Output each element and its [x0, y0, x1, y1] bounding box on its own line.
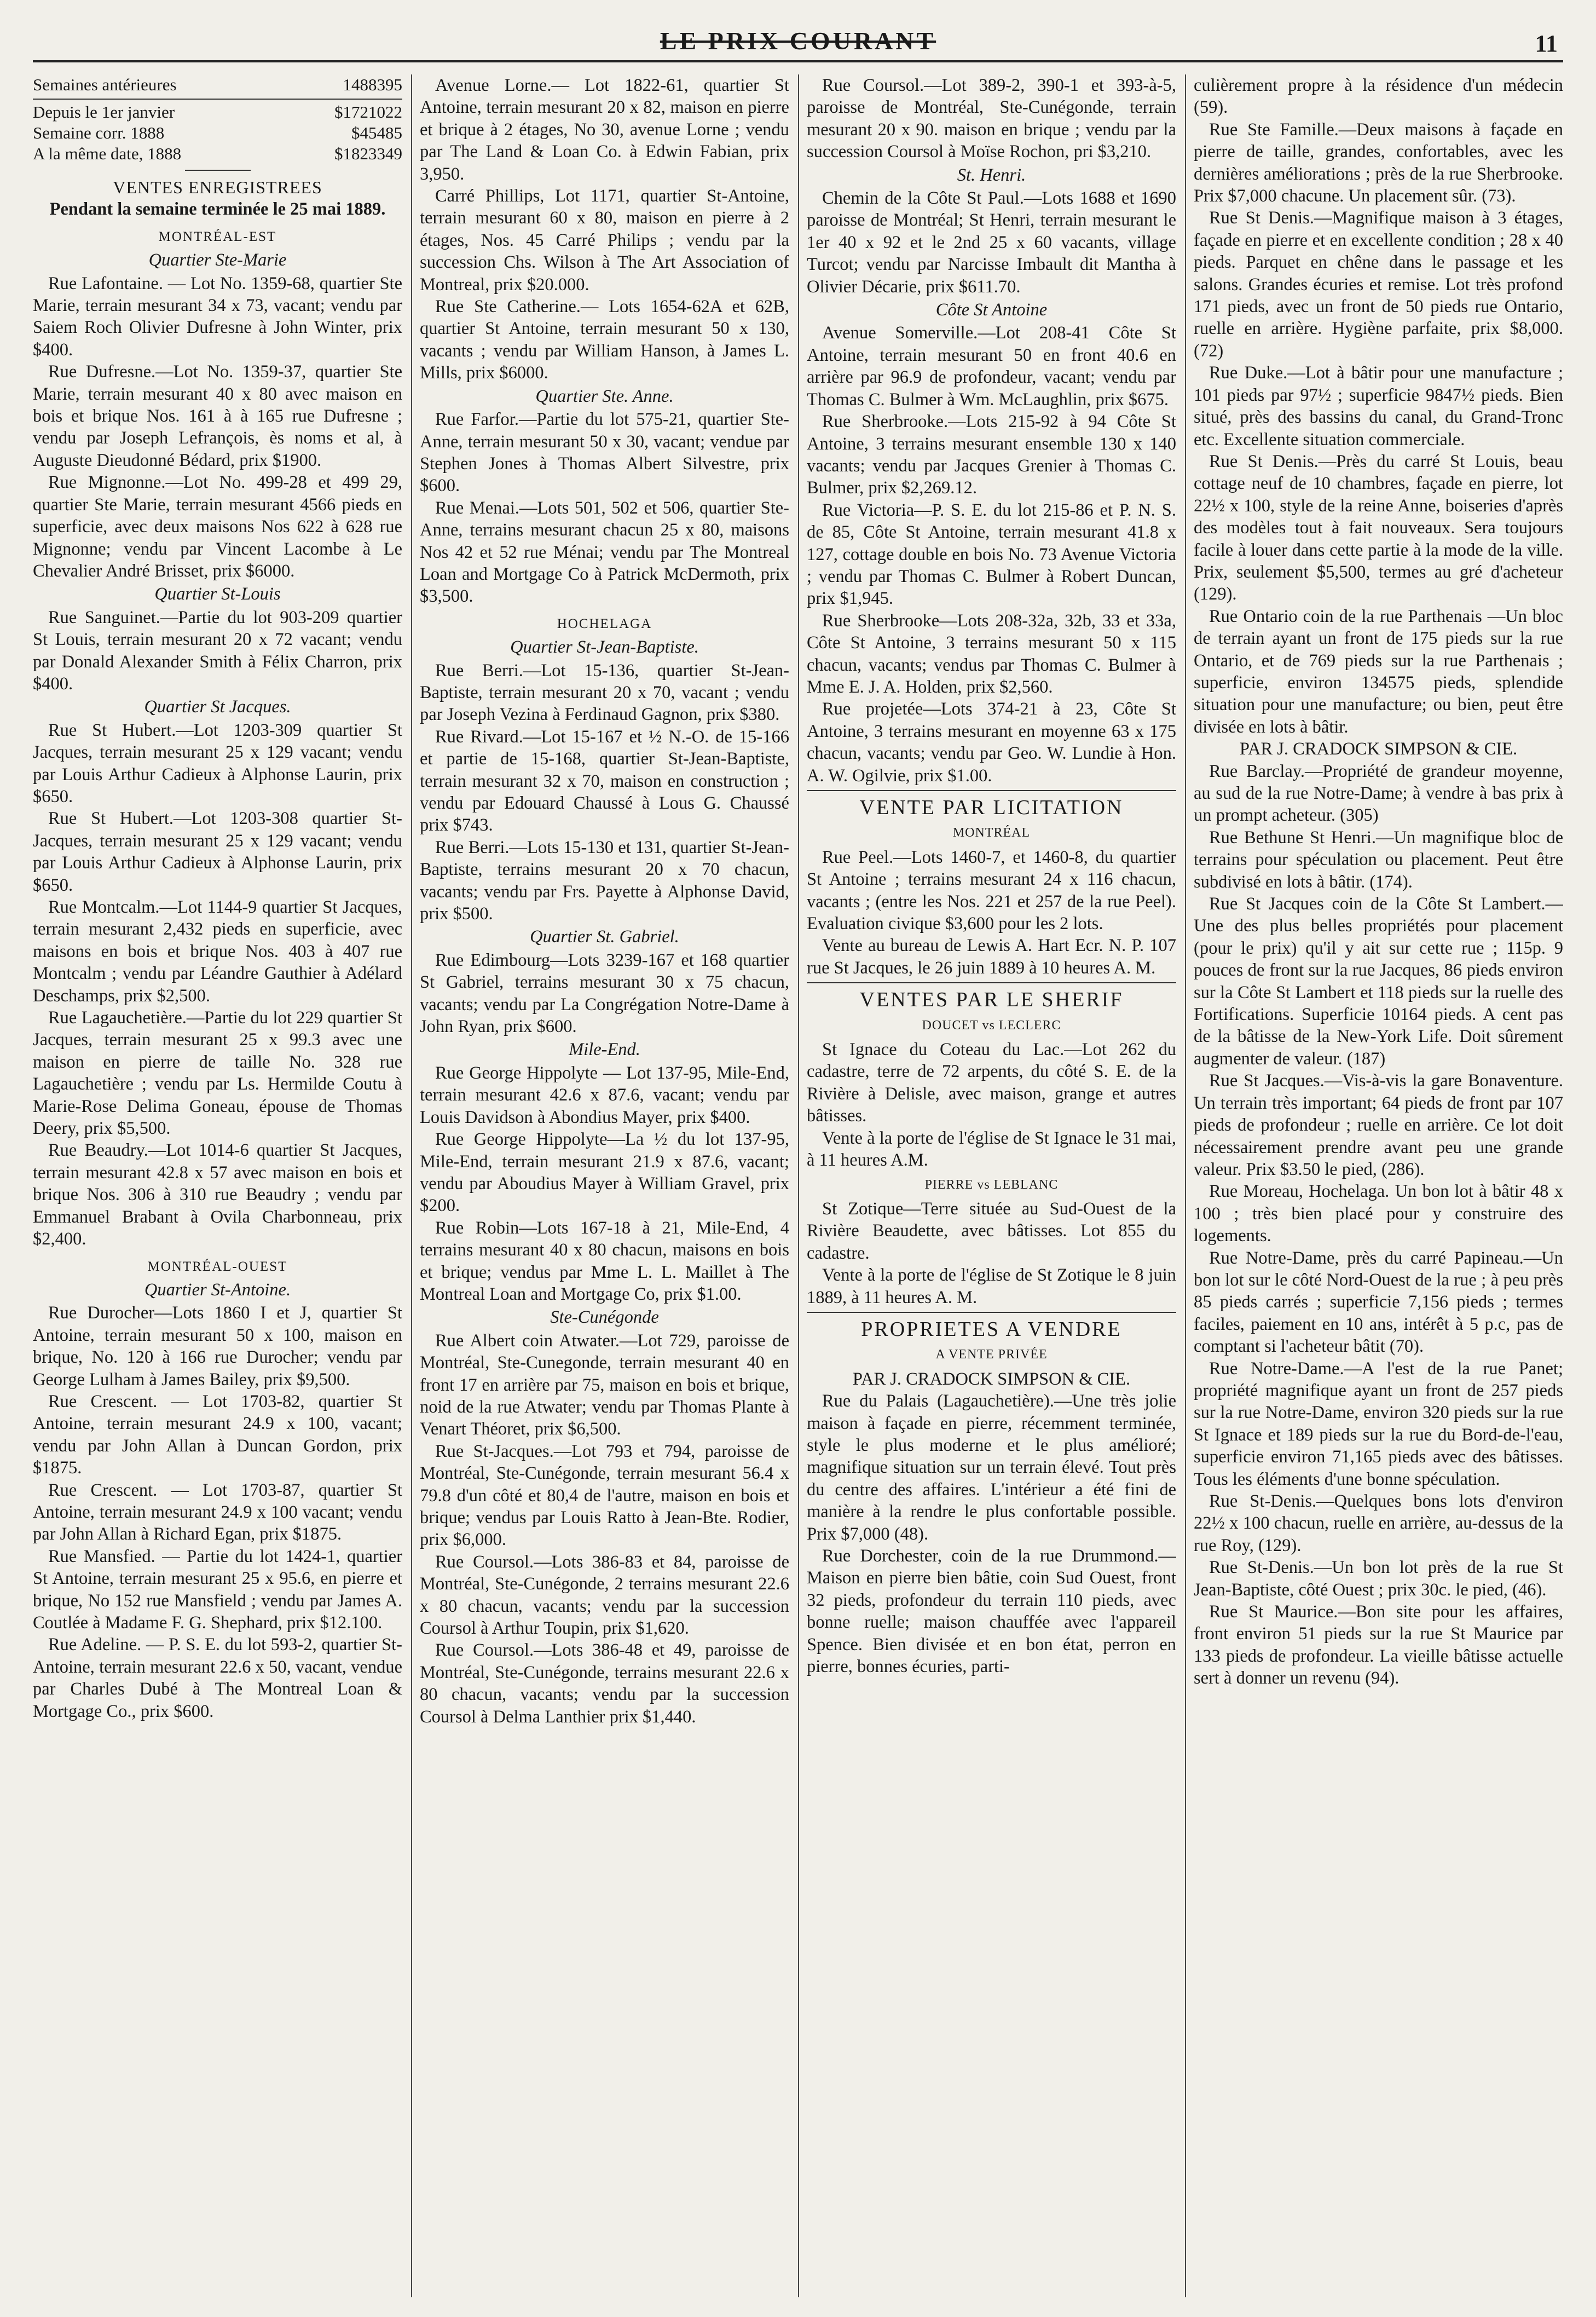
sale-entry: Rue Menai.—Lots 501, 502 et 506, quartier Ste-Anne, terrains mesurant chacun 25 x 80, maisons Nos 42 et 52 rue Ménai; vendu par The Montreal Loan and Mortgage Co à Patrick McDermoth, prix $3,500. [420, 498, 789, 607]
column-2 [420, 74, 789, 2297]
region-heading: MONTRÉAL-OUEST [147, 1259, 288, 1274]
sale-entry: Vente à la porte de l'église de St Zotique le 8 juin 1889, à 11 heures A. M. [807, 1265, 1176, 1307]
district-heading: Quartier Ste. Anne. [535, 386, 674, 406]
divider [807, 982, 1176, 983]
stat-row [33, 74, 402, 95]
stat-value: $45485 [351, 123, 402, 142]
agent-name: PAR J. CRADOCK SIMPSON & CIE. [852, 1369, 1131, 1389]
sale-entry: Rue Adeline. — P. S. E. du lot 593-2, quartier St-Antoine, terrain mesurant 22.6 x 50, vacant, vendue par Charles Dubé à The Montreal Loan & Mortgage Co., prix $600. [33, 1635, 402, 1721]
sale-entry: Rue Mansfied. — Partie du lot 1424-1, quartier St Antoine, terrain mesurant 25 x 95.6, en pierre et brique, No 152 rue Mansfield ; vendu par James A. Coutlée à Madame F. G. Shephard, prix $12.100. [33, 1546, 402, 1633]
sale-entry: Rue Lafontaine. — Lot No. 1359-68, quartier Ste Marie, terrain mesurant 34 x 73, vacant; vendu par Saiem Roch Olivier Dufresne à John Winter, prix $400. [33, 273, 402, 360]
sale-entry: Rue Coursol.—Lots 386-48 et 49, paroisse de Montréal, Ste-Cunégonde, terrains mesurant 22.6 x 80 chacun, vacants; vendu par la succession Coursol à Delma Lanthier prix $1,440. [420, 1640, 789, 1727]
district-heading: Quartier St Jacques. [144, 697, 291, 717]
sale-entry: Rue St-Jacques.—Lot 793 et 794, paroisse de Montréal, Ste-Cunégonde, terrain mesurant 56.4 x 79.8 d'un côté et 80,4 de l'autre, maison en bois et brique; vendus par Louis Ratto à Jean-Bte. Rodier, prix $6,000. [420, 1441, 789, 1550]
sale-entry: Rue Edimbourg—Lots 3239-167 et 168 quartier St Gabriel, terrains mesurant 30 x 75 chacun, vacants; vendu par La Congrégation Notre-Dame à John Ryan, prix $600. [420, 950, 789, 1037]
district-heading: Quartier Ste-Marie [148, 250, 287, 270]
sale-entry: St Zotique—Terre située au Sud-Ouest de la Rivière Beaudette, avec bâtisses. Lot 855 du cadastre. [807, 1198, 1176, 1263]
column-rule [798, 74, 799, 2297]
sale-entry: Rue Montcalm.—Lot 1144-9 quartier St Jacques, terrain mesurant 2,432 pieds en superficie, avec maisons en bois et brique Nos. 403 à 407 rue Montcalm ; vendu par Léandre Gauthier à Adélard Deschamps, prix $2,500. [33, 897, 402, 1006]
page-number: 11 [1535, 30, 1558, 57]
licitation-city: MONTRÉAL [952, 826, 1031, 840]
district-heading: Quartier St-Jean-Baptiste. [510, 637, 699, 658]
sale-entry: Rue Victoria—P. S. E. du lot 215-86 et P. N. S. de 85, Côte St Antoine, terrain mesurant 41.8 x 127, cottage double en bois No. 73 Avenue Victoria ; vendu par Thomas C. Bulmer à Robert Duncan, prix $1,945. [807, 500, 1176, 609]
sale-entry: Chemin de la Côte St Paul.—Lots 1688 et 1690 paroisse de Montréal; St Henri, terrain mesurant le 1er 40 x 92 et le 2nd 25 x 60 vacants, village Turcot; vendu par Narcisse Imbault dit Mantha à Olivier Décarie, prix $611.70. [807, 188, 1176, 297]
case-title: PIERRE vs LEBLANC [924, 1177, 1059, 1192]
district-heading: St. Henri. [957, 165, 1026, 185]
sale-entry: Rue George Hippolyte — Lot 137-95, Mile-End, terrain mesurant 42.6 x 87.6, vacant; vendu par Louis Davidson à Abondius Mayer, prix $400. [420, 1063, 789, 1127]
column-rule [1185, 74, 1186, 2297]
property-entry: culièrement propre à la résidence d'un médecin (59). [1194, 76, 1563, 118]
property-entry: Rue Moreau, Hochelaga. Un bon lot à bâtir 48 x 100 ; très bien placé pour y construire des logements. [1194, 1181, 1563, 1246]
sale-entry: Vente au bureau de Lewis A. Hart Ecr. N. P. 107 rue St Jacques, le 26 juin 1889 à 10 heures A. M. [807, 936, 1176, 978]
sale-entry: Avenue Somerville.—Lot 208-41 Côte St Antoine, terrain mesurant 50 en front 40.6 en arrière par 96.9 de profondeur, vacant; vendu par Thomas C. Bulmer à Wm. McLaughlin, prix $675. [807, 323, 1176, 410]
sale-entry: Rue George Hippolyte—La ½ du lot 137-95, Mile-End, terrain mesurant 21.9 x 87.6, vacant; vendu par Aboudius Mayer à William Gravel, prix $200. [420, 1129, 789, 1216]
sale-entry: Rue Dufresne.—Lot No. 1359-37, quartier Ste Marie, terrain mesurant 40 x 80 avec maison en bois et brique Nos. 161 à à 165 rue Dufresne ; vendu par Joseph Lefrançois, ès noms et al, à Auguste Dieudonné Bédard, prix $1900. [33, 362, 402, 470]
property-entry: Rue du Palais (Lagauchetière).—Une très jolie maison à façade en pierre, récemment terminée, style le plus moderne et le plus amélioré; magnifique situation sur un terrain élevé. Tout près du centre des affaires. L'intérieur a été fini de manière à la rendre le plus confortable possible. Prix $7,000 (48). [807, 1391, 1176, 1544]
stat-label: A la même date, 1888 [33, 144, 182, 163]
region-heading: MONTRÉAL-EST [158, 229, 277, 244]
sale-entry: Rue Sherbrooke—Lots 208-32a, 32b, 33 et 33a, Côte St Antoine, 3 terrains mesurant 50 x 115 chacun, vacants; vendus par Thomas C. Bulmer à Mme E. J. A. Holden, prix $2,560. [807, 610, 1176, 697]
sale-entry: Rue Coursol.—Lots 386-83 et 84, paroisse de Montréal, Ste-Cunégonde, 2 terrains mesurant 22.6 x 80 chacun, vacants; vendu par la succession Coursol à Arthur Toupin, prix $1,620. [420, 1552, 789, 1639]
district-heading: Ste-Cunégonde [550, 1307, 659, 1328]
property-entry: Rue Ste Famille.—Deux maisons à façade en pierre de taille, grandes, confortables, avec les dernières améliorations ; près de la rue Sherbrooke. Prix $7,000 chacune. Un placement sûr. (73). [1194, 119, 1563, 206]
sale-entry: Avenue Lorne.— Lot 1822-61, quartier St Antoine, terrain mesurant 20 x 82, maison en pierre et brique à 2 étages, No 30, avenue Lorne ; vendu par The Land & Loan Co. à Edwin Fabian, prix 3,950. [420, 76, 789, 184]
district-heading: Quartier St-Louis [154, 584, 281, 604]
stat-row [33, 123, 402, 143]
properties-subheading: A VENTE PRIVÉE [935, 1347, 1048, 1362]
property-entry: Rue Notre-Dame.—A l'est de la rue Panet; propriété magnifique ayant un front de 257 pieds sur la rue Notre-Dame, environ 320 pieds sur la rue St Ignace et 189 pieds sur la rue du Bord-de-l'eau, superficie environ 71,165 pieds avec des bâtisses. Tous les éléments d'une bonne spéculation. [1194, 1358, 1563, 1489]
property-entry: Rue St-Denis.—Quelques bons lots d'environ 22½ x 100 chacun, ruelle en arrière, au-dessus de la rue Roy, (129). [1194, 1491, 1563, 1555]
property-entry: Rue Duke.—Lot à bâtir pour une manufacture ; 101 pieds par 97½ ; superficie 9847½ pieds. Bien situé, près des bassins du canal, du Grand-Tronc etc. Excellente situation commerciale. [1194, 363, 1563, 449]
stat-value: $1823349 [334, 144, 402, 163]
sale-entry: Rue Crescent. — Lot 1703-82, quartier St Antoine, terrain mesurant 24.9 x 100, vacant; vendu par John Allan à Duncan Gordon, prix $1875. [33, 1391, 402, 1478]
property-entry: Rue St Denis.—Magnifique maison à 3 étages, façade en pierre et en excellente condition ; 28 x 40 pieds. Parquet en chêne dans le passage et les salons. Grandes écuries et remise. Lot très profond 171 pieds, avec un front de 50 pieds rue Ontario, ruelle en arrière. Hygiène parfaite, prix $8,000. (72) [1194, 208, 1563, 361]
column-1 [33, 74, 402, 2297]
sale-entry: Rue projetée—Lots 374-21 à 23, Côte St Antoine, 3 terrains mesurant en moyenne 63 x 175 chacun, vacants; vendu par Geo. W. Lundie à Hon. A. W. Ogilvie, prix $1.00. [807, 699, 1176, 786]
sale-entry: Rue Robin—Lots 167-18 à 21, Mile-End, 4 terrains mesurant 40 x 80 chacun, maisons en bois et brique; vendus par Mme L. L. Maillet à The Montreal Loan and Mortgage Co, prix $1.00. [420, 1218, 789, 1304]
sale-entry: Rue Albert coin Atwater.—Lot 729, paroisse de Montréal, Ste-Cunegonde, terrain mesurant 40 en front 17 en arrière par 75, maison en bois et brique, noid de la rue Atwater; vendu par Thomas Plante à Venart Théoret, prix $6,500. [420, 1330, 789, 1439]
column-rule [411, 74, 412, 2297]
property-entry: Rue St-Denis.—Un bon lot près de la rue St Jean-Baptiste, côté Ouest ; prix 30c. le pied, (46). [1194, 1558, 1563, 1600]
sale-entry: Rue St Hubert.—Lot 1203-309 quartier St Jacques, terrain mesurant 25 x 129 vacant; vendu par Louis Arthur Cadieux à Alphonse Laurin, prix $650. [33, 720, 402, 806]
district-heading: Quartier St. Gabriel. [530, 927, 679, 947]
property-entry: Rue Ontario coin de la rue Parthenais —Un bloc de terrain ayant un front de 175 pieds sur la rue Ontario, et de 769 pieds sur la rue Parthenais ; superficie, environ 134575 pieds, splendide situation pour une manufacture; ou bien, peut être divisée en lots à bâtir. [1194, 606, 1563, 737]
property-entry: Rue St Jacques.—Vis-à-vis la gare Bonaventure. Un terrain très important; 64 pieds de front par 107 pieds de profondeur ; ruelle en arrière. Ce lot doit nécessairement prendre avant peu une grande valeur. Prix $3.50 le pied, (286). [1194, 1071, 1563, 1179]
property-entry: Rue St Maurice.—Bon site pour les affaires, front environ 51 pieds sur la rue St Maurice par 133 pieds de profondeur. La vieille bâtisse actuelle sert à donner un revenu (94). [1194, 1602, 1563, 1688]
column-3 [807, 74, 1176, 2297]
sale-entry: Rue Sherbrooke.—Lots 215-92 à 94 Côte St Antoine, 3 terrains mesurant ensemble 130 x 140 vacants; vendu par Jacques Grenier à Thomas C. Bulmer, prix $2,269.12. [807, 412, 1176, 498]
sale-entry: Vente à la porte de l'église de St Ignace le 31 mai, à 11 heures A.M. [807, 1128, 1176, 1171]
property-entry: Rue St Jacques coin de la Côte St Lambert.—Une des plus belles propriétés pour placement (pour le prix) qu'il y ait sur cette rue ; 115p. 9 pouces de front sur la rue Jacques, 86 pieds environ sur la Côte St Lambert et 118 pieds sur la ruelle des Fortifications. Superficie 10164 pieds. A cent pas de la bâtisse de la New-York Life. Doit sûrement augmenter de valeur. (187) [1194, 894, 1563, 1069]
sale-entry: Rue St Hubert.—Lot 1203-308 quartier St-Jacques, terrain mesurant 25 x 129 vacant; vendu par Louis Arthur Cadieux à Alphonse Laurin, prix $650. [33, 809, 402, 895]
sale-entry: Rue Berri.—Lot 15-136, quartier St-Jean-Baptiste, terrain mesurant 20 x 70, vacant ; vendu par Joseph Vezina à Ferdinaud Gagnon, prix $380. [420, 660, 789, 725]
column-4 [1194, 74, 1563, 2297]
sale-entry: Carré Phillips, Lot 1171, quartier St-Antoine, terrain mesurant 60 x 80, maison en pierre à 2 étages, Nos. 45 Carré Philips ; vendu par la succession Chs. Wilson à The Art Association of Montreal, prix $20.000. [420, 186, 789, 295]
property-entry: Rue Notre-Dame, près du carré Papineau.—Un bon lot sur le côté Nord-Ouest de la rue ; à peu près 85 pieds carrés ; superficie 7,156 pieds ; termes faciles, paiement en 10 ans, intérêt à 5 p.c, pas de comptant si l'acheteur bâtit (70). [1194, 1248, 1563, 1357]
property-entry: Rue Barclay.—Propriété de grandeur moyenne, au sud de la rue Notre-Dame; à vendre à bas prix à un prompt acheteur. (305) [1194, 761, 1563, 826]
property-entry: Rue Dorchester, coin de la rue Drummond.—Maison en pierre bien bâtie, coin Sud Ouest, front 32 pieds, profondeur du terrain 110 pieds, avec bonne ruelle; maison chauffée avec l'appareil Spence. Bien divisée et en bon état, perron en pierre, bonnes écuries, parti- [807, 1546, 1176, 1677]
stat-value: 1488395 [343, 75, 402, 94]
divider [807, 790, 1176, 791]
district-heading: Quartier St-Antoine. [144, 1279, 291, 1300]
stat-row [33, 102, 402, 123]
district-heading: Mile-End. [569, 1040, 640, 1060]
stat-label: Semaines antérieures [33, 75, 177, 94]
divider [185, 170, 251, 171]
sheriff-heading: VENTES PAR LE SHERIF [859, 988, 1124, 1012]
sale-entry: Rue Beaudry.—Lot 1014-6 quartier St Jacques, terrain mesurant 42.8 x 57 avec maison en bois et brique Nos. 306 à 310 rue Beaudry ; vendu par Emmanuel Brabant à Ovila Charbonneau, prix $2,400. [33, 1140, 402, 1249]
section-period: Pendant la semaine terminée le 25 mai 1889. [49, 199, 386, 220]
licitation-heading: VENTE PAR LICITATION [859, 796, 1124, 819]
sale-entry: Rue Mignonne.—Lot No. 499-28 et 499 29, quartier Ste Marie, terrain mesurant 4566 pieds en superficie, avec deux maisons Nos 622 à 628 rue Mignonne; vendu par Vincent Lacombe à Le Chevalier André Brisset, prix $6000. [33, 472, 402, 581]
sale-entry: Rue Sanguinet.—Partie du lot 903-209 quartier St Louis, terrain mesurant 20 x 72 vacant; vendu par Donald Alexander Smith à Félix Charron, prix $400. [33, 607, 402, 694]
sale-entry: Rue Ste Catherine.— Lots 1654-62A et 62B, quartier St Antoine, terrain mesurant 50 x 130, vacants ; vendu par William Hanson, à James L. Mills, prix $6000. [420, 297, 789, 383]
sale-entry: Rue Crescent. — Lot 1703-87, quartier St Antoine, terrain mesurant 24.9 x 100 vacant; vendu par John Allan à Richard Egan, prix $1875. [33, 1480, 402, 1544]
section-title: VENTES ENREGISTREES [113, 177, 322, 197]
sale-entry: Rue Lagauchetière.—Partie du lot 229 quartier St Jacques, terrain mesurant 25 x 99.3 avec une maison en pierre de taille No. 328 rue Lagauchetière ; vendu par Ls. Hermilde Coutu à Marie-Rose Delima Goneau, épouse de Thomas Deery, prix $5,500. [33, 1008, 402, 1139]
stat-label: Depuis le 1er janvier [33, 102, 175, 122]
agent-name: PAR J. CRADOCK SIMPSON & CIE. [1239, 739, 1518, 759]
sale-entry: Rue Berri.—Lots 15-130 et 131, quartier St-Jean-Baptiste, terrains mesurant 20 x 70 chacun, vacants; vendu par Frs. Payette à Alphonse David, prix $500. [420, 837, 789, 924]
sale-entry: Rue Farfor.—Partie du lot 575-21, quartier Ste-Anne, terrain mesurant 50 x 30, vacant; vendue par Stephen Jones à Thomas Albert Silvestre, prix $600. [420, 410, 789, 496]
sale-entry: Rue Peel.—Lots 1460-7, et 1460-8, du quartier St Antoine ; terrains mesurant 24 x 116 chacun, vacants ; (entre les Nos. 221 et 257 de la rue Peel). Evaluation civique $3,600 pour les 2 lots. [807, 847, 1176, 934]
stat-row [33, 143, 402, 164]
stat-value: $1721022 [334, 102, 402, 122]
property-entry: Rue St Denis.—Près du carré St Louis, beau cottage neuf de 10 chambres, façade en pierre, lot 22½ x 100, style de la reine Anne, boiseries d'après des modèles tout à fait nouveaux. Sera toujours facile à louer dans cette partie à la mode de la ville. Prix, seulement $5,500, termes au gré d'acheteur (129). [1194, 451, 1563, 604]
sale-entry: Rue Durocher—Lots 1860 I et J, quartier St Antoine, terrain mesurant 50 x 100, maison en brique, No. 120 à 166 rue Durocher; vendu par George Lulham à James Bailey, prix $9,500. [33, 1303, 402, 1390]
stat-label: Semaine corr. 1888 [33, 123, 165, 142]
newspaper-columns [33, 74, 1563, 2297]
divider [807, 1312, 1176, 1313]
sale-entry: Rue Coursol.—Lot 389-2, 390-1 et 393-à-5, paroisse de Montréal, Ste-Cunégonde, terrain mesurant 20 x 90. maison en brique ; vendu par la succession Coursol à Moïse Rochon, pri $3,210. [807, 76, 1176, 162]
sale-entry: Rue Rivard.—Lot 15-167 et ½ N.-O. de 15-166 et partie de 15-168, quartier St-Jean-Baptiste, terrain mesurant 32 x 70, maison en construction ; vendu par Edouard Chaussé à Lous G. Chaussé prix $743. [420, 727, 789, 835]
region-heading: HOCHELAGA [557, 616, 652, 631]
properties-heading: PROPRIETES A VENDRE [861, 1317, 1122, 1341]
divider [33, 99, 402, 100]
masthead-title: LE PRIX COURANT [660, 27, 936, 55]
property-entry: Rue Bethune St Henri.—Un magnifique bloc de terrains pour spéculation ou placement. Peut être subdivisé en lots à bâtir. (174). [1194, 827, 1563, 892]
page-header [33, 22, 1563, 62]
sale-entry: St Ignace du Coteau du Lac.—Lot 262 du cadastre, terre de 72 arpents, du côté S. E. de la Rivière à Delisle, avec maison, grange et autres bâtisses. [807, 1040, 1176, 1126]
district-heading: Côte St Antoine [935, 300, 1048, 320]
case-title: DOUCET vs LECLERC [922, 1018, 1061, 1033]
